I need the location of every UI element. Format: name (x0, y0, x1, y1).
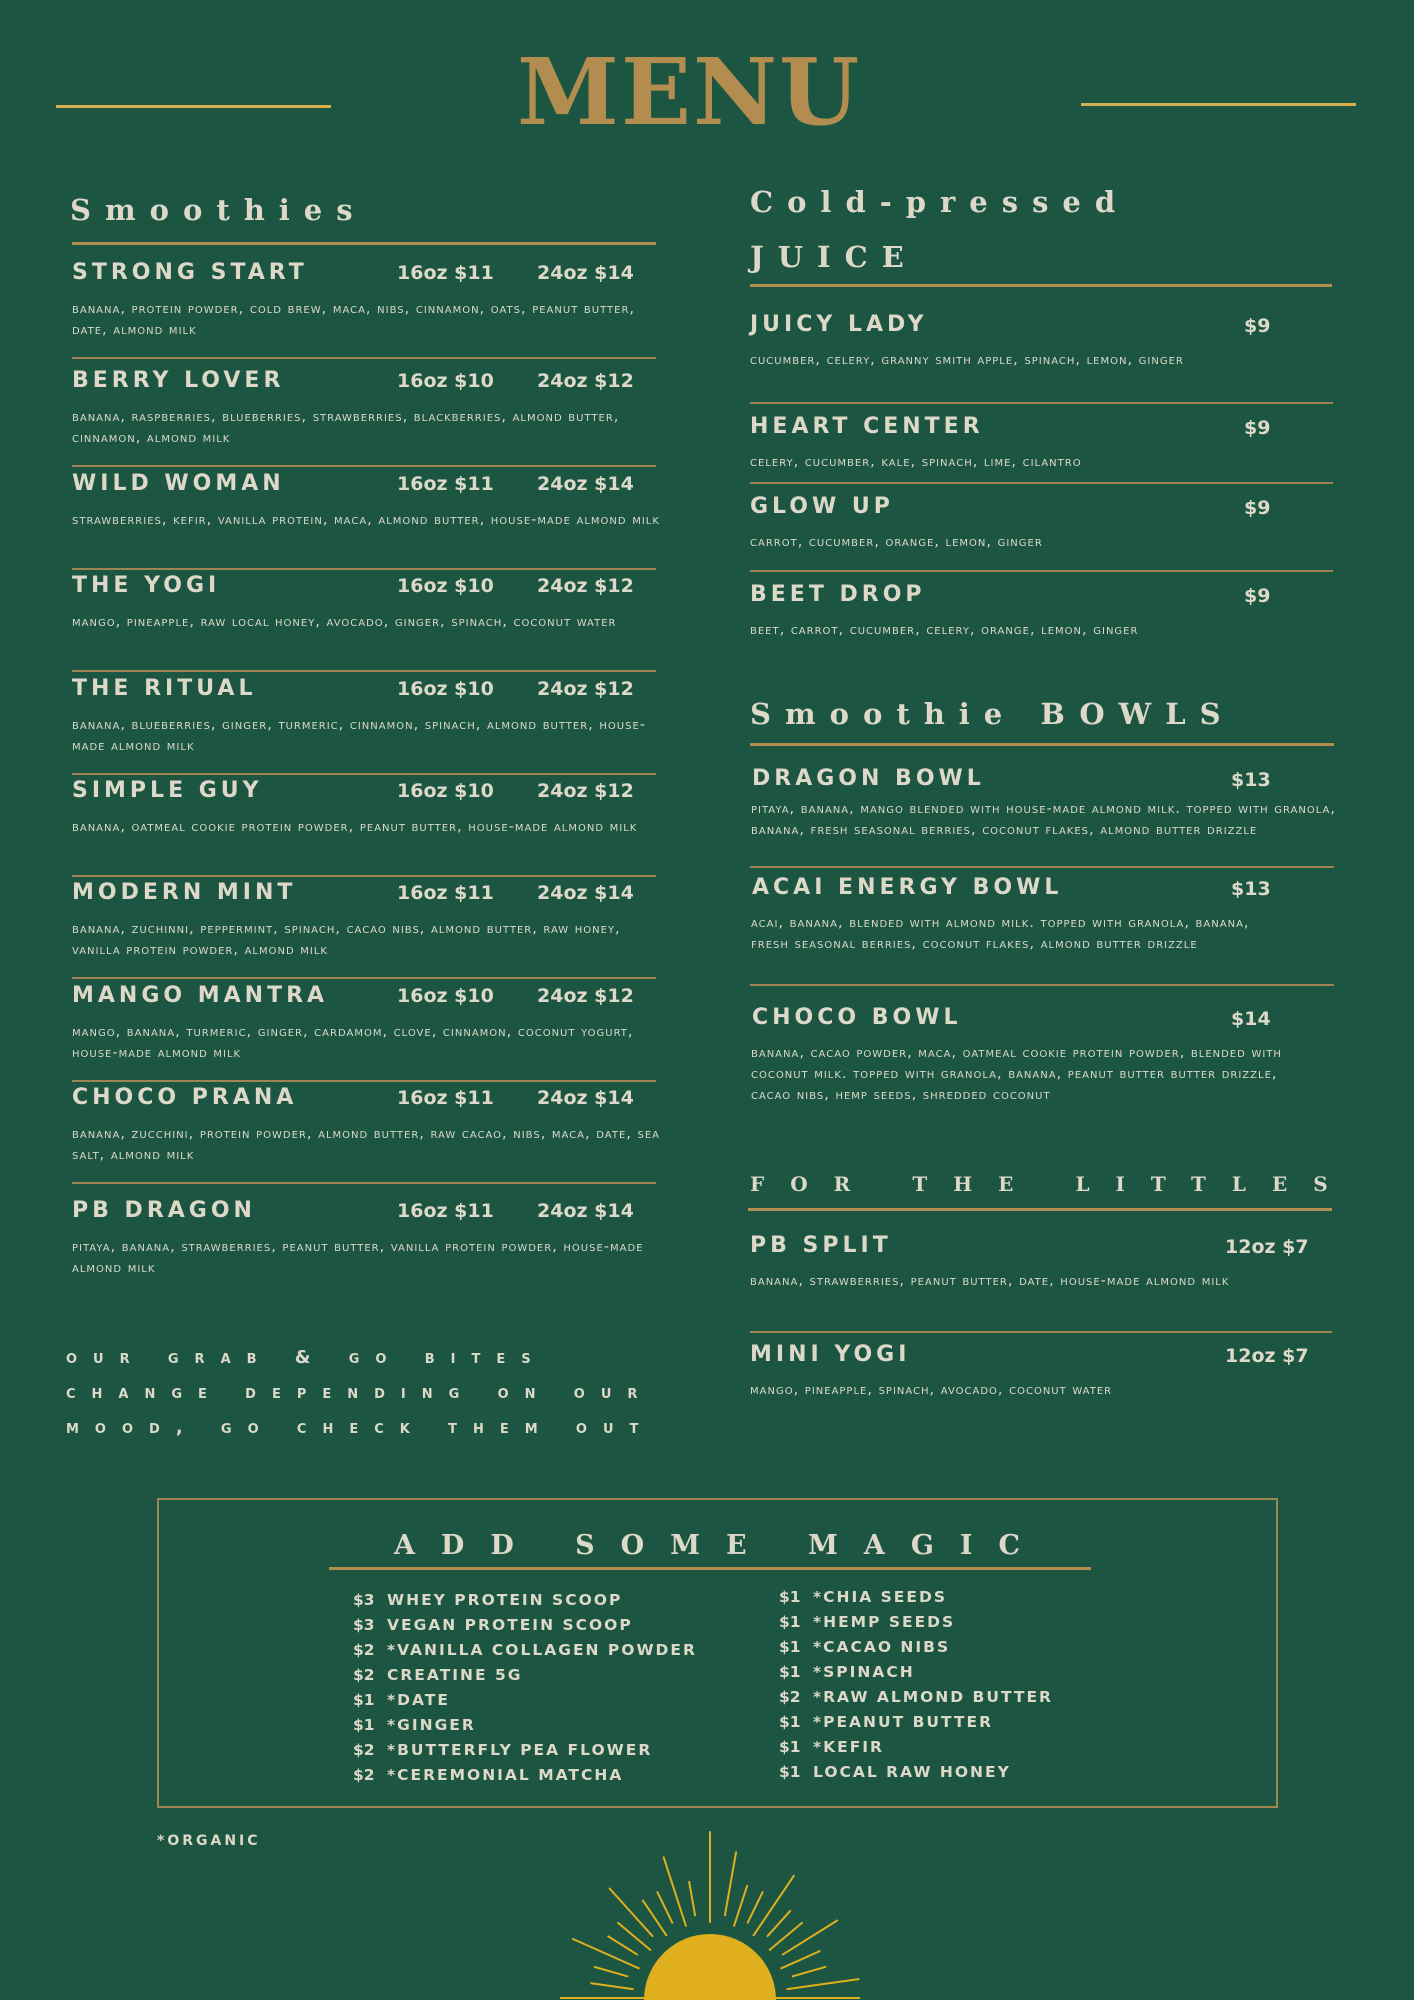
smoothie-description: banana, raspberries, blueberries, strawberries, blackberries, almond butter, cinnamon, almond milk (72, 409, 620, 446)
add-on-item: CREATINE 5G (387, 1666, 523, 1684)
smoothie-description: banana, protein powder, cold brew, maca, nibs, cinnamon, oats, peanut butter, date, almond milk (72, 301, 636, 338)
organic-footnote: *ORGANIC (157, 1833, 261, 1849)
smoothie-price-24oz: 24oz $12 (537, 780, 634, 802)
bowl-divider (750, 984, 1334, 986)
sun-ray (610, 1889, 653, 1937)
juice-divider (750, 482, 1333, 484)
add-on-row (353, 1666, 523, 1684)
add-on-price: $1 (353, 1691, 375, 1709)
add-on-item: *RAW ALMOND BUTTER (813, 1688, 1053, 1706)
add-on-row (779, 1688, 1053, 1706)
smoothie-price-16oz: 16oz $10 (397, 370, 494, 392)
littles-description: mango, pineapple, spinach, avocado, coconut water (750, 1382, 1113, 1398)
add-on-price: $3 (353, 1591, 375, 1609)
add-on-row (353, 1741, 652, 1759)
add-on-row (353, 1616, 633, 1634)
juice-description: beet, carrot, cucumber, celery, orange, lemon, ginger (750, 622, 1139, 638)
sun-ray (768, 1911, 791, 1936)
header-right-rule (1081, 103, 1356, 106)
sun-ray (781, 1951, 819, 1968)
juice-price: $9 (1244, 497, 1271, 519)
add-on-row (779, 1763, 1011, 1781)
smoothie-price-24oz: 24oz $14 (537, 473, 634, 495)
littles-price: 12oz $7 (1225, 1345, 1309, 1367)
smoothie-price-24oz: 24oz $14 (537, 882, 634, 904)
smoothie-price-16oz: 16oz $11 (397, 882, 494, 904)
littles-title: for the littles (750, 1164, 1354, 1198)
add-on-item: *CEREMONIAL MATCHA (387, 1766, 624, 1784)
sun-ray (748, 1892, 763, 1923)
bowl-name: DRAGON BOWL (752, 766, 985, 791)
smoothie-divider (72, 357, 656, 359)
add-on-price: $2 (353, 1766, 375, 1784)
littles-rule (748, 1208, 1332, 1211)
bowls-rule (750, 743, 1334, 746)
smoothie-name: MODERN MINT (72, 880, 297, 905)
smoothie-description: strawberries, kefir, vanilla protein, maca, almond butter, house-made almond milk (72, 512, 660, 528)
add-on-price: $2 (353, 1641, 375, 1659)
smoothie-divider (72, 773, 656, 775)
bowl-name: ACAI ENERGY BOWL (752, 875, 1063, 900)
smoothies-title: Smoothies (70, 193, 367, 227)
sun-ray (734, 1886, 747, 1926)
juice-name: GLOW UP (750, 494, 894, 519)
smoothie-description: banana, zucchini, protein powder, almond butter, raw cacao, nibs, maca, date, sea salt, almond milk (72, 1126, 660, 1163)
littles-price: 12oz $7 (1225, 1236, 1309, 1258)
add-on-item: *VANILLA COLLAGEN POWDER (387, 1641, 697, 1659)
smoothie-price-24oz: 24oz $14 (537, 262, 634, 284)
smoothie-name: PB DRAGON (72, 1198, 256, 1223)
smoothie-price-16oz: 16oz $11 (397, 473, 494, 495)
smoothie-price-24oz: 24oz $12 (537, 985, 634, 1007)
add-ons-rule (329, 1567, 1091, 1570)
add-on-price: $3 (353, 1616, 375, 1634)
bowl-price: $14 (1231, 1008, 1271, 1030)
bowl-description: banana, cacao powder, maca, oatmeal cookie protein powder, blended with coconut milk. topped with granola, banana, peanut butter butter drizzle, cacao nibs, hemp seeds, shredded coconut (751, 1045, 1282, 1103)
add-on-price: $1 (779, 1588, 801, 1606)
bowls-title: Smoothie BOWLS (750, 697, 1235, 731)
smoothie-price-16oz: 16oz $10 (397, 780, 494, 802)
smoothie-divider (72, 1182, 656, 1184)
bowl-price: $13 (1231, 769, 1271, 791)
smoothies-rule (72, 242, 656, 245)
add-on-row (353, 1591, 622, 1609)
sun-ray (608, 1936, 637, 1954)
smoothie-description: banana, zuchinni, peppermint, spinach, cacao nibs, almond butter, raw honey, vanilla protein powder, almond milk (72, 921, 621, 958)
smoothie-divider (72, 977, 656, 979)
smoothie-name: THE RITUAL (72, 676, 257, 701)
smoothie-divider (72, 875, 656, 877)
littles-name: PB SPLIT (750, 1233, 892, 1258)
smoothie-name: SIMPLE GUY (72, 778, 263, 803)
add-on-item: *GINGER (387, 1716, 476, 1734)
add-on-item: WHEY PROTEIN SCOOP (387, 1591, 623, 1609)
juice-divider (750, 402, 1333, 404)
juice-description: cucumber, celery, granny smith apple, spinach, lemon, ginger (750, 352, 1184, 368)
add-on-price: $1 (779, 1763, 801, 1781)
bowl-price: $13 (1231, 878, 1271, 900)
littles-name: MINI YOGI (750, 1342, 911, 1367)
add-on-item: *KEFIR (813, 1738, 884, 1756)
littles-description: banana, strawberries, peanut butter, date, house-made almond milk (750, 1273, 1230, 1289)
smoothie-name: WILD WOMAN (72, 471, 285, 496)
sun-icon (540, 1830, 880, 2000)
add-on-row (779, 1663, 915, 1681)
smoothie-divider (72, 568, 656, 570)
smoothie-price-24oz: 24oz $12 (537, 678, 634, 700)
sun-ray (754, 1876, 794, 1936)
add-on-row (353, 1716, 476, 1734)
smoothie-name: CHOCO PRANA (72, 1085, 298, 1110)
smoothie-price-24oz: 24oz $12 (537, 370, 634, 392)
bowl-divider (750, 866, 1334, 868)
juice-divider (750, 570, 1333, 572)
bowl-description: acai, banana, blended with almond milk. topped with granola, banana, fresh seasonal berries, coconut flakes, almond butter drizzle (751, 915, 1250, 952)
juice-title-line2: JUICE (750, 240, 918, 274)
add-on-row (779, 1613, 955, 1631)
add-on-price: $1 (779, 1713, 801, 1731)
smoothie-description: mango, banana, turmeric, ginger, cardamom, clove, cinnamon, coconut yogurt, house-made almond milk (72, 1024, 634, 1061)
page-title: MENU (517, 38, 862, 146)
juice-name: HEART CENTER (750, 414, 984, 439)
bowl-description: pitaya, banana, mango blended with house-made almond milk. topped with granola, banana, fresh seasonal berries, coconut flakes, almond butter drizzle (751, 801, 1336, 838)
add-on-row (779, 1638, 950, 1656)
add-on-price: $1 (779, 1613, 801, 1631)
sun-ray (725, 1852, 736, 1915)
sun-ray (689, 1882, 695, 1915)
add-on-price: $1 (779, 1663, 801, 1681)
add-on-item: *PEANUT BUTTER (813, 1713, 994, 1731)
juice-price: $9 (1244, 315, 1271, 337)
bowl-name: CHOCO BOWL (752, 1005, 962, 1030)
juice-name: JUICY LADY (750, 312, 928, 337)
sun-ray (573, 1939, 639, 1968)
sun-ray (787, 1979, 858, 1989)
smoothie-price-16oz: 16oz $11 (397, 1200, 494, 1222)
juice-description: carrot, cucumber, orange, lemon, ginger (750, 534, 1043, 550)
add-on-row (353, 1766, 623, 1784)
add-on-item: *SPINACH (813, 1663, 915, 1681)
littles-divider (750, 1331, 1332, 1333)
smoothie-price-16oz: 16oz $10 (397, 985, 494, 1007)
smoothie-description: mango, pineapple, raw local honey, avocado, ginger, spinach, coconut water (72, 614, 617, 630)
add-on-item: *DATE (387, 1691, 450, 1709)
add-on-item: *HEMP SEEDS (813, 1613, 956, 1631)
add-on-price: $2 (779, 1688, 801, 1706)
sun-ray (595, 1967, 628, 1976)
add-on-price: $2 (353, 1741, 375, 1759)
smoothie-description: banana, blueberries, ginger, turmeric, cinnamon, spinach, almond butter, house-made almond milk (72, 717, 647, 754)
juice-price: $9 (1244, 585, 1271, 607)
smoothie-description: pitaya, banana, strawberries, peanut butter, vanilla protein powder, house-made almond milk (72, 1239, 644, 1276)
smoothie-name: MANGO MANTRA (72, 983, 329, 1008)
smoothie-divider (72, 465, 656, 467)
add-ons-title: ADD SOME MAGIC (393, 1530, 1047, 1561)
smoothie-price-24oz: 24oz $14 (537, 1087, 634, 1109)
sun-ray (664, 1857, 686, 1925)
sun-ray (783, 1921, 837, 1955)
add-on-row (779, 1738, 884, 1756)
header-left-rule (56, 105, 331, 108)
add-on-item: *CHIA SEEDS (813, 1588, 947, 1606)
smoothie-name: BERRY LOVER (72, 368, 285, 393)
add-on-row (779, 1713, 993, 1731)
add-on-price: $2 (353, 1666, 375, 1684)
add-on-row (353, 1641, 697, 1659)
smoothie-divider (72, 1080, 656, 1082)
juice-price: $9 (1244, 417, 1271, 439)
add-on-price: $1 (353, 1716, 375, 1734)
add-on-price: $1 (779, 1738, 801, 1756)
juice-rule (750, 284, 1332, 287)
smoothie-name: THE YOGI (72, 573, 221, 598)
sun-ray (657, 1892, 672, 1923)
juice-name: BEET DROP (750, 582, 926, 607)
smoothie-price-16oz: 16oz $10 (397, 575, 494, 597)
add-on-price: $1 (779, 1638, 801, 1656)
smoothie-price-24oz: 24oz $12 (537, 575, 634, 597)
juice-title-line1: Cold-pressed (750, 185, 1130, 219)
smoothie-name: STRONG START (72, 260, 308, 285)
sun-ray (793, 1967, 826, 1976)
smoothie-price-24oz: 24oz $14 (537, 1200, 634, 1222)
smoothie-description: banana, oatmeal cookie protein powder, peanut butter, house-made almond milk (72, 819, 638, 835)
juice-description: celery, cucumber, kale, spinach, lime, cilantro (750, 454, 1082, 470)
add-on-row (353, 1691, 450, 1709)
smoothie-price-16oz: 16oz $11 (397, 262, 494, 284)
sun-ray (591, 1983, 633, 1989)
add-on-item: *CACAO NIBS (813, 1638, 951, 1656)
smoothie-price-16oz: 16oz $11 (397, 1087, 494, 1109)
smoothie-divider (72, 670, 656, 672)
add-on-item: LOCAL RAW HONEY (813, 1763, 1011, 1781)
add-on-item: *BUTTERFLY PEA FLOWER (387, 1741, 653, 1759)
smoothie-price-16oz: 16oz $10 (397, 678, 494, 700)
add-on-row (779, 1588, 947, 1606)
add-on-item: VEGAN PROTEIN SCOOP (387, 1616, 633, 1634)
grab-and-go-note: our grab & go bites change depending on our mood, go check them out (66, 1347, 655, 1438)
